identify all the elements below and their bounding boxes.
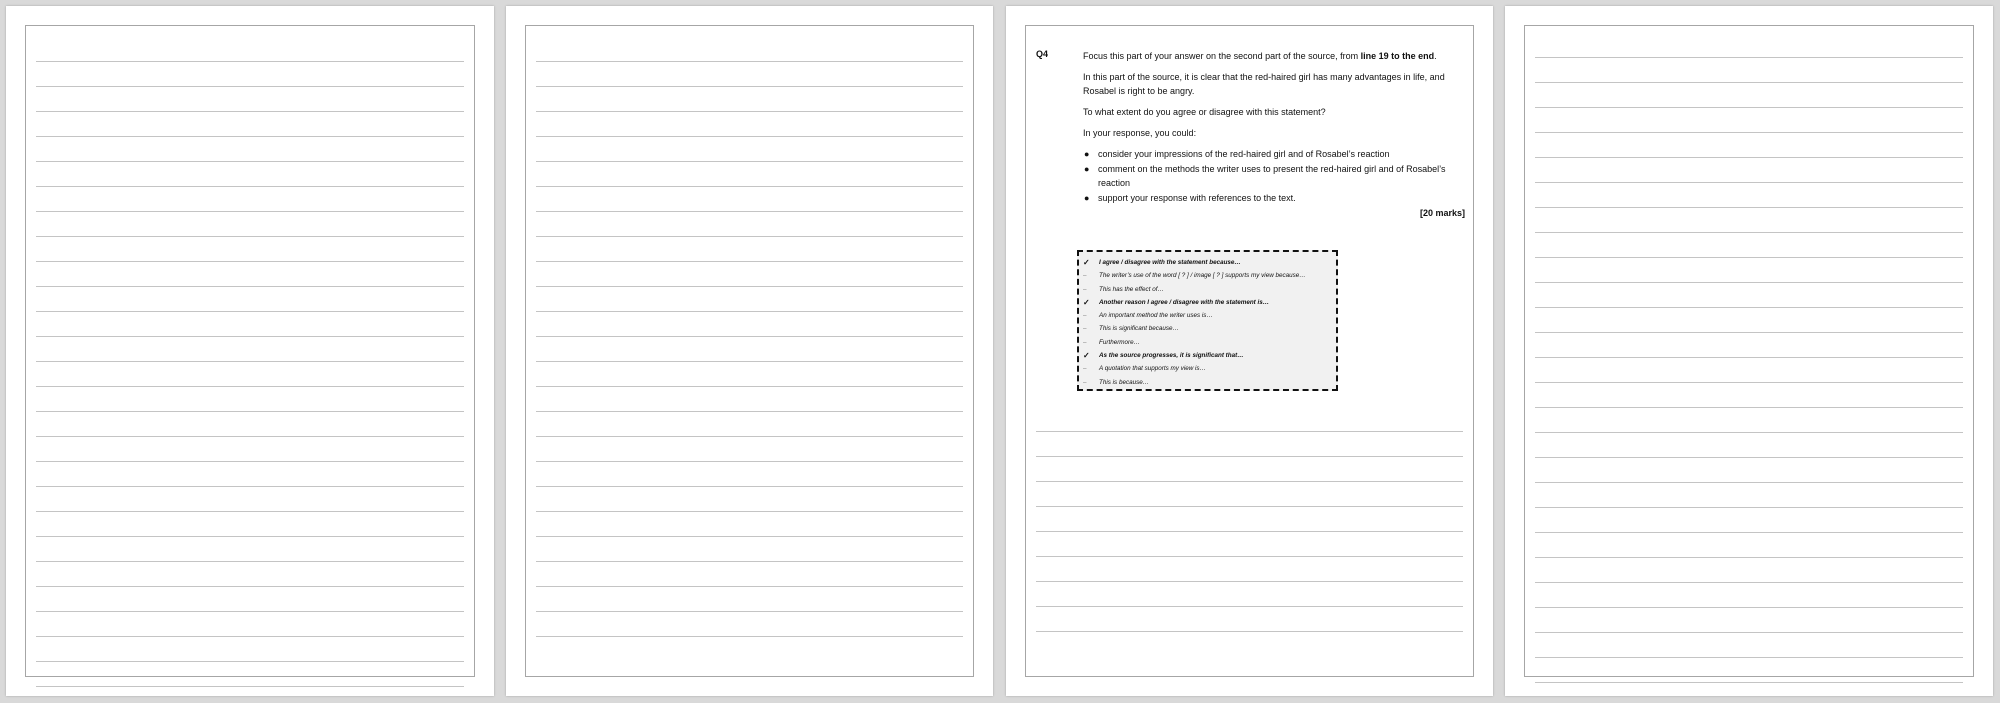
answer-line [1535,582,1963,583]
answer-line [1036,456,1463,457]
answer-line [36,111,464,112]
answer-line [536,611,963,612]
answer-frame [525,25,974,677]
bullet-icon: ● [1084,149,1090,159]
scaffold-row: – This is significant because… [1082,322,1333,335]
answer-line [1535,457,1963,458]
check-icon: ✓ [1083,351,1090,361]
answer-line [1535,107,1963,108]
answer-line [536,436,963,437]
page-2 [506,6,993,696]
answer-line [536,386,963,387]
answer-line [36,236,464,237]
answer-line [1535,632,1963,633]
scaffold-row: – Furthermore… [1082,336,1333,349]
bullet-item: ● support your response with references to the text. [1084,193,1296,203]
answer-line [36,386,464,387]
check-icon: ✓ [1083,297,1090,307]
dash-icon: – [1083,325,1087,333]
answer-line [36,336,464,337]
answer-line [1036,431,1463,432]
answer-line [536,311,963,312]
scaffold-row: ✓ Another reason I agree / disagree with the statement is… [1082,296,1333,309]
answer-line [36,361,464,362]
answer-line [36,261,464,262]
answer-line [536,211,963,212]
answer-line [1535,482,1963,483]
marks-label: [20 marks] [1419,208,1465,218]
scaffold-row: – This is because… [1082,376,1333,389]
answer-line [36,586,464,587]
answer-line [36,436,464,437]
page-3 [1006,6,1493,696]
check-icon: ✓ [1083,258,1090,267]
answer-line [36,211,464,212]
answer-line [1535,332,1963,333]
answer-line [36,186,464,187]
answer-line [36,86,464,87]
answer-line [1535,657,1963,658]
answer-line [536,361,963,362]
answer-line [1535,532,1963,533]
page-1 [6,6,494,696]
answer-line [536,236,963,237]
answer-line [536,161,963,162]
answer-line [36,561,464,562]
scaffold-row: – This has the effect of… [1082,283,1333,296]
answer-line [1036,631,1463,632]
answer-line [1036,531,1463,532]
answer-line [536,561,963,562]
dash-icon: – [1083,365,1087,373]
dash-icon: – [1083,272,1087,280]
answer-line [1036,606,1463,607]
answer-line [536,536,963,537]
answer-lines [36,26,464,676]
answer-line [536,486,963,487]
answer-line [536,461,963,462]
answer-line [1535,607,1963,608]
answer-line [36,611,464,612]
dash-icon: – [1083,285,1087,293]
question-statement: In this part of the source, it is clear that the red-haired girl has many advantages in life, and Rosabel is right to be angry. [1083,72,1445,96]
bullet-icon: ● [1084,164,1090,174]
answer-frame [1524,25,1974,677]
question-number: Q4 [1036,49,1049,59]
answer-line [1036,481,1463,482]
answer-line [36,636,464,637]
answer-frame [25,25,475,677]
answer-line [536,61,963,62]
scaffold-row: – A quotation that supports my view is… [1082,362,1333,375]
answer-lines [536,26,963,676]
answer-line [1036,506,1463,507]
answer-line [36,511,464,512]
answer-line [36,686,464,687]
answer-line [1535,307,1963,308]
answer-line [536,636,963,637]
answer-line [536,136,963,137]
question-instruction: Focus this part of your answer on the second part of the source, from line 19 to the end. [1083,51,1437,61]
answer-line [36,286,464,287]
answer-line [1535,132,1963,133]
question-prompt: To what extent do you agree or disagree with this statement? [1083,107,1326,117]
answer-line [1535,82,1963,83]
page-4 [1505,6,1993,696]
answer-line [36,161,464,162]
answer-lines [1036,26,1463,676]
answer-lines [1535,26,1963,676]
scaffold-row: ✓ I agree / disagree with the statement because… [1082,256,1333,269]
answer-line [536,511,963,512]
answer-line [536,261,963,262]
answer-line [36,486,464,487]
answer-line [536,111,963,112]
answer-line [36,136,464,137]
bullet-item: ● consider your impressions of the red-haired girl and of Rosabel’s reaction [1084,149,1390,159]
answer-line [1535,207,1963,208]
answer-line [536,286,963,287]
answer-line [1535,507,1963,508]
answer-line [36,461,464,462]
scaffold-row: – The writer’s use of the word [ ? ] / image [ ? ] supports my view because… [1082,269,1333,282]
scaffold-row: – An important method the writer uses is… [1082,309,1333,322]
answer-line [36,61,464,62]
dash-icon: – [1083,338,1087,346]
answer-line [36,661,464,662]
answer-line [1036,581,1463,582]
answer-line [36,536,464,537]
answer-line [1535,257,1963,258]
answer-line [1535,682,1963,683]
dash-icon: – [1083,378,1087,386]
answer-line [1535,357,1963,358]
answer-line [1535,232,1963,233]
answer-line [536,411,963,412]
answer-line [1535,557,1963,558]
dash-icon: – [1083,312,1087,320]
answer-line [536,86,963,87]
answer-line [1535,432,1963,433]
answer-line [1535,282,1963,283]
scaffold-row: ✓ As the source progresses, it is significant that… [1082,349,1333,362]
answer-line [1535,157,1963,158]
answer-line [536,186,963,187]
answer-line [1535,182,1963,183]
line-reference: line 19 to the end [1360,51,1435,61]
answer-line [1535,57,1963,58]
bullet-icon: ● [1084,193,1090,203]
answer-line [1535,407,1963,408]
question-frame [1025,25,1474,677]
question-lead-in: In your response, you could: [1083,128,1197,138]
answer-line [1535,382,1963,383]
answer-line [36,411,464,412]
answer-line [536,586,963,587]
bullet-item: ● comment on the methods the writer uses to present the red-haired girl and of Rosabel’s reaction [1084,164,1446,188]
answer-line [36,311,464,312]
answer-line [536,336,963,337]
answer-line [1036,556,1463,557]
